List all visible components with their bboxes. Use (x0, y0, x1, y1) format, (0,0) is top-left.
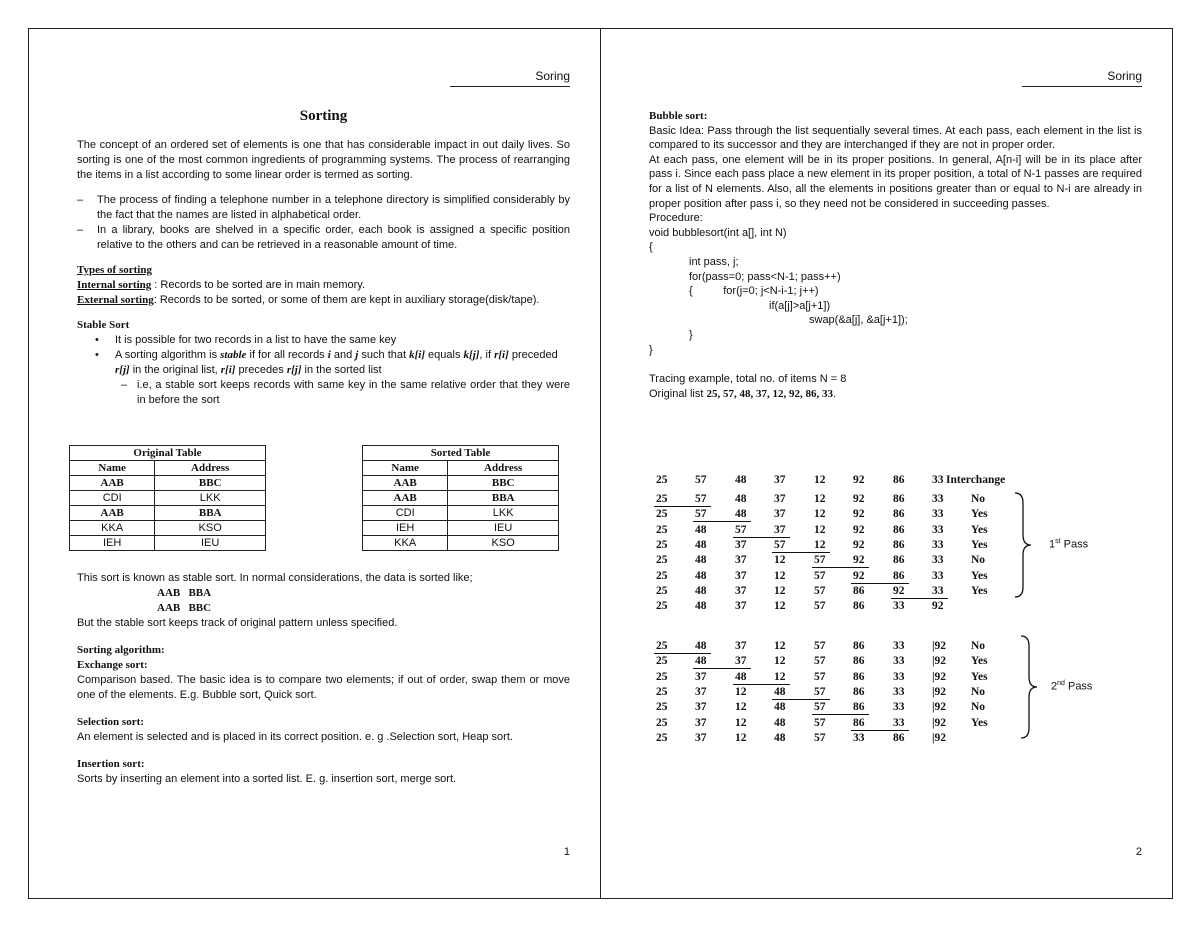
compare-underline (772, 699, 830, 700)
trace-cell: 86 (893, 554, 905, 567)
trace-cell: 86 (853, 670, 865, 683)
trace-cell: 25 (656, 600, 668, 613)
trace-cell: 12 (774, 670, 786, 683)
compare-underline (693, 521, 751, 522)
trace-cell: 57 (814, 670, 826, 683)
page1-body-lower (77, 571, 570, 787)
bullet-item: • It is possible for two records in a list to have the same key (95, 334, 397, 346)
trace-cell: 57 (814, 685, 826, 698)
page-2 (601, 28, 1173, 899)
trace-cell: No (971, 554, 986, 567)
trace-cell: 86 (853, 685, 865, 698)
trace-cell: 33 (893, 600, 905, 613)
internal-sorting-line: Internal sorting : Records to be sorted are in main memory. (77, 279, 366, 291)
trace-cell: 57 (774, 538, 786, 551)
trace-cell: 37 (774, 523, 786, 536)
trace-cell: 92 (853, 508, 865, 521)
each-pass-text: At each pass, one element will be in its proper positions. In general, A[n-i] will be in its place after pass i. Since each pass place a new element in its proper position, a total of N-1 passes are required for a list of N elements. Also, all the elements in positions greater than or equal to N-i are already in proper position after pass i, so they need not be considered in succeeding passes. (649, 153, 1142, 210)
trace-cell: 86 (853, 600, 865, 613)
exchange-text: Comparison based. The basic idea is to compare two elements; if out of order, swap them or move one of the elements. E.g. Bubble sort, Quick sort. (77, 674, 570, 701)
trace-cell: 57 (814, 554, 826, 567)
trace-cell: 48 (774, 701, 786, 714)
trace-cell: 37 (695, 670, 707, 683)
code-line: { for(j=0; j<N-i-1; j++) (689, 285, 819, 298)
trace-cell: 12 (774, 640, 786, 652)
pass2-brace (1019, 634, 1039, 740)
trace-cell: 48 (774, 731, 786, 744)
compare-underline (812, 567, 869, 568)
trace-cell: 48 (695, 655, 707, 668)
trace-cell: 86 (893, 474, 905, 486)
external-sorting-line: External sorting: Records to be sorted, or some of them are kept in auxiliary storage(disk/tape). (77, 294, 540, 306)
page-number: 2 (1135, 846, 1142, 858)
trace-cell: 48 (735, 474, 747, 486)
trace-cell: 12 (774, 554, 786, 567)
stable-known-text: This sort is known as stable sort. In normal considerations, the data is sorted like; (77, 572, 473, 584)
trace-row (649, 474, 1089, 489)
trace-cell: 37 (735, 569, 747, 582)
bullet-item: • A sorting algorithm is stable if for all records i and j such that k[i] equals k[j], if r[i] preceded r[j] in the original list, r[i] precedes r[j] in the sorted list (95, 349, 558, 376)
trace-cell: 92 (853, 538, 865, 551)
running-header: Soring (1022, 69, 1142, 87)
trace-cell: 57 (814, 640, 826, 652)
trace-cell: 86 (893, 508, 905, 521)
pair-line: AAB BBC (157, 602, 212, 614)
exchange-heading: Exchange sort: (77, 659, 148, 671)
trace-cell: 25 (656, 716, 668, 729)
trace-cell: 57 (814, 716, 826, 729)
trace-cell: 57 (814, 569, 826, 582)
table-title: Sorted Table (363, 446, 559, 461)
trace-cell: 57 (735, 523, 747, 536)
trace-cell: 57 (814, 701, 826, 714)
trace-cell: 57 (814, 655, 826, 668)
table-row: KKA KSO (363, 536, 559, 551)
tracing-text: Tracing example, total no. of items N = 8 (649, 373, 847, 386)
trace-cell: |92 (932, 670, 947, 683)
code-line: { (649, 241, 653, 254)
trace-cell: 12 (814, 538, 826, 551)
trace-cell: 12 (814, 493, 826, 505)
table-title: Original Table (70, 446, 266, 461)
trace-cell: 25 (656, 655, 668, 668)
pass1-label: 1st Pass (1049, 538, 1089, 551)
page-title: Sorting (299, 108, 348, 124)
compare-underline (693, 668, 751, 669)
page2-body (649, 109, 1142, 401)
trace-cell: 25 (656, 701, 668, 714)
trace-cell: 33 (932, 584, 944, 597)
trace-cell: 86 (893, 731, 905, 744)
list-item: – The process of finding a telephone number in a telephone directory is simplified considerably by the fact that the names are listed in alphabetical order. (77, 194, 570, 221)
trace-cell: 37 (735, 584, 747, 597)
trace-cell: 33 (932, 474, 944, 486)
running-header: Soring (450, 69, 570, 87)
column-header: Address (448, 461, 559, 476)
trace-cell: 25 (656, 523, 668, 536)
table-row: AAB BBA (363, 491, 559, 506)
trace-cell: 57 (695, 508, 707, 521)
trace-cell: 48 (695, 584, 707, 597)
algo-heading: Sorting algorithm: (77, 644, 165, 656)
stable-track-text: But the stable sort keeps track of original pattern unless specified. (77, 617, 398, 629)
original-table (69, 445, 266, 551)
table-row: IEH IEU (70, 536, 266, 551)
trace-cell: 92 (853, 493, 865, 505)
types-heading: Types of sorting (77, 264, 152, 276)
trace-cell: 37 (735, 600, 747, 613)
table-row: AAB BBA (70, 506, 266, 521)
list-item: – In a library, books are shelved in a specific order, each book is assigned a specific position relative to the others and can be retrieved in a reasonable amount of time. (77, 224, 570, 251)
compare-underline (654, 653, 711, 654)
trace-cell: 33 (893, 670, 905, 683)
selection-text: An element is selected and is placed in its correct position. e. g .Selection sort, Heap sort. (77, 731, 513, 743)
column-header: Address (155, 461, 266, 476)
trace-cell: 37 (774, 493, 786, 505)
trace-cell: 37 (695, 731, 707, 744)
trace-cell: 25 (656, 554, 668, 567)
trace-cell: 33 (932, 554, 944, 567)
trace-cell: 48 (695, 554, 707, 567)
trace-cell: 33 (932, 508, 944, 521)
column-header: Name (363, 461, 448, 476)
trace-cell: 48 (735, 493, 747, 505)
code-line: if(a[j]>a[j+1]) (769, 299, 831, 312)
pass1-brace (1013, 491, 1033, 599)
trace-cell: 92 (893, 584, 905, 597)
page1-body (77, 109, 570, 408)
trace-cell: 86 (893, 523, 905, 536)
trace-cell: 33 (932, 523, 944, 536)
trace-cell: 48 (774, 685, 786, 698)
trace-cell: 12 (774, 600, 786, 613)
trace-cell: 57 (814, 600, 826, 613)
trace-cell: 86 (893, 493, 905, 505)
trace-cell: 57 (814, 584, 826, 597)
trace-cell: 33 (932, 538, 944, 551)
trace-cell: 25 (656, 569, 668, 582)
trace-cell: 48 (695, 523, 707, 536)
original-list-line: Original list 25, 57, 48, 37, 12, 92, 86, 33. (649, 387, 837, 400)
sub-item: – i.e, a stable sort keeps records with same key in the same relative order that they were in before the sort (121, 379, 570, 406)
trace-row (649, 600, 1089, 615)
trace-cell: 37 (735, 640, 747, 652)
trace-cell: 48 (695, 569, 707, 582)
table-row: AAB BBC (70, 476, 266, 491)
compare-underline (891, 598, 948, 599)
page-number: 1 (563, 846, 570, 858)
trace-cell: 48 (695, 538, 707, 551)
compare-underline (812, 714, 869, 715)
compare-underline (851, 583, 909, 584)
compare-underline (733, 537, 790, 538)
trace-cell: 12 (814, 508, 826, 521)
trace-cell: Yes (971, 655, 988, 668)
trace-cell: 33 (893, 655, 905, 668)
trace-cell: |92 (932, 701, 947, 714)
trace-cell: No (971, 685, 986, 698)
trace-cell: Yes (971, 716, 988, 729)
basic-idea-text: Basic Idea: Pass through the list sequentially several times. At each pass, each element in the list is compared to its successor and they are interchanged if they are not in proper order. (649, 124, 1142, 152)
trace-cell: Yes (971, 508, 988, 521)
trace-cell: 92 (853, 569, 865, 582)
trace-cell: 57 (695, 474, 707, 486)
trace-cell: 37 (695, 716, 707, 729)
trace-cell: 37 (735, 554, 747, 567)
page-1 (28, 28, 601, 899)
trace-cell: 57 (695, 493, 707, 505)
trace-cell: No (971, 493, 986, 505)
trace-cell: 25 (656, 474, 668, 486)
trace-cell: 33 (893, 716, 905, 729)
code-line: } (689, 328, 693, 341)
trace-cell: Yes (971, 523, 988, 536)
table-row: CDI LKK (363, 506, 559, 521)
column-header: Name (70, 461, 155, 476)
example-list (77, 193, 570, 253)
trace-cell: 92 (853, 523, 865, 536)
table-row: AAB BBC (363, 476, 559, 491)
trace-cell: 48 (735, 670, 747, 683)
trace-cell: 33 (932, 569, 944, 582)
trace-cell: No (971, 701, 986, 714)
table-row: IEH IEU (363, 521, 559, 536)
trace-cell: 37 (695, 701, 707, 714)
trace-cell: 33 (893, 685, 905, 698)
trace-cell: 12 (774, 655, 786, 668)
code-line: int pass, j; (689, 255, 739, 268)
trace-cell: 92 (853, 474, 865, 486)
insertion-heading: Insertion sort: (77, 758, 145, 770)
trace-cell: Interchange (946, 474, 1006, 486)
pass2-label: 2nd Pass (1051, 680, 1093, 693)
trace-cell: Yes (971, 538, 988, 551)
insertion-text: Sorts by inserting an element into a sorted list. E. g. insertion sort, merge sort. (77, 773, 457, 785)
trace-cell: 25 (656, 538, 668, 551)
trace-cell: 25 (656, 685, 668, 698)
trace-cell: |92 (932, 731, 947, 744)
trace-cell: 12 (774, 569, 786, 582)
selection-heading: Selection sort: (77, 716, 144, 728)
trace-cell: No (971, 640, 986, 652)
code-line: void bubblesort(int a[], int N) (649, 226, 787, 239)
trace-cell: 12 (735, 731, 747, 744)
trace-cell: 25 (656, 493, 668, 505)
trace-cell: 37 (774, 508, 786, 521)
trace-cell: Yes (971, 569, 988, 582)
trace-cell: 12 (735, 701, 747, 714)
stable-heading: Stable Sort (77, 319, 130, 331)
trace-cell: 25 (656, 640, 668, 652)
trace-cell: 37 (735, 538, 747, 551)
trace-cell: |92 (932, 716, 947, 729)
trace-cell: 37 (735, 655, 747, 668)
trace-cell: 33 (853, 731, 865, 744)
compare-underline (654, 506, 711, 507)
trace-cell: 33 (893, 701, 905, 714)
trace-cell: 12 (814, 523, 826, 536)
trace-cell: 57 (814, 731, 826, 744)
trace-cell: 25 (656, 584, 668, 597)
trace-cell: 86 (853, 655, 865, 668)
intro-paragraph: The concept of an ordered set of elements is one that has considerable impact in out daily lives. So sorting is one of the most common ingredients of programming systems. The process of rearranging the items in a list according to some linear order is termed as sorting. (77, 139, 570, 181)
trace-cell: 25 (656, 731, 668, 744)
trace-cell: 12 (735, 716, 747, 729)
trace-cell: 25 (656, 670, 668, 683)
trace-cell: 86 (853, 584, 865, 597)
trace-cell: 86 (853, 701, 865, 714)
trace-cell: 33 (893, 640, 905, 652)
trace-cell: |92 (932, 655, 947, 668)
trace-cell: 86 (893, 538, 905, 551)
table-row: CDI LKK (70, 491, 266, 506)
procedure-label: Procedure: (649, 212, 703, 225)
trace-cell: 12 (814, 474, 826, 486)
trace-cell: 12 (735, 685, 747, 698)
code-line: } (649, 343, 653, 356)
trace-cell: 25 (656, 508, 668, 521)
trace-cell: 12 (774, 584, 786, 597)
trace-cell: |92 (932, 640, 947, 652)
code-line: swap(&a[j], &a[j+1]); (809, 314, 908, 327)
code-block (649, 226, 1142, 357)
trace-cell: 48 (695, 640, 707, 652)
trace-cell: 33 (932, 493, 944, 505)
trace-cell: 92 (932, 600, 944, 613)
sorted-table (362, 445, 559, 551)
trace-cell: 48 (774, 716, 786, 729)
trace-cell: 86 (853, 640, 865, 652)
trace-cell: 48 (695, 600, 707, 613)
trace-cell: 37 (695, 685, 707, 698)
code-line: for(pass=0; pass<N-1; pass++) (689, 270, 841, 283)
trace-cell: 86 (893, 569, 905, 582)
compare-underline (733, 684, 790, 685)
trace-cell: Yes (971, 670, 988, 683)
compare-underline (772, 552, 830, 553)
trace-cell: 86 (853, 716, 865, 729)
trace-cell: 48 (735, 508, 747, 521)
trace-cell: Yes (971, 584, 988, 597)
trace-cell: 37 (774, 474, 786, 486)
table-row: KKA KSO (70, 521, 266, 536)
trace-cell: 92 (853, 554, 865, 567)
compare-underline (851, 730, 909, 731)
trace-cell: |92 (932, 685, 947, 698)
bubble-heading: Bubble sort: (649, 110, 708, 122)
pair-line: AAB BBA (157, 587, 212, 599)
